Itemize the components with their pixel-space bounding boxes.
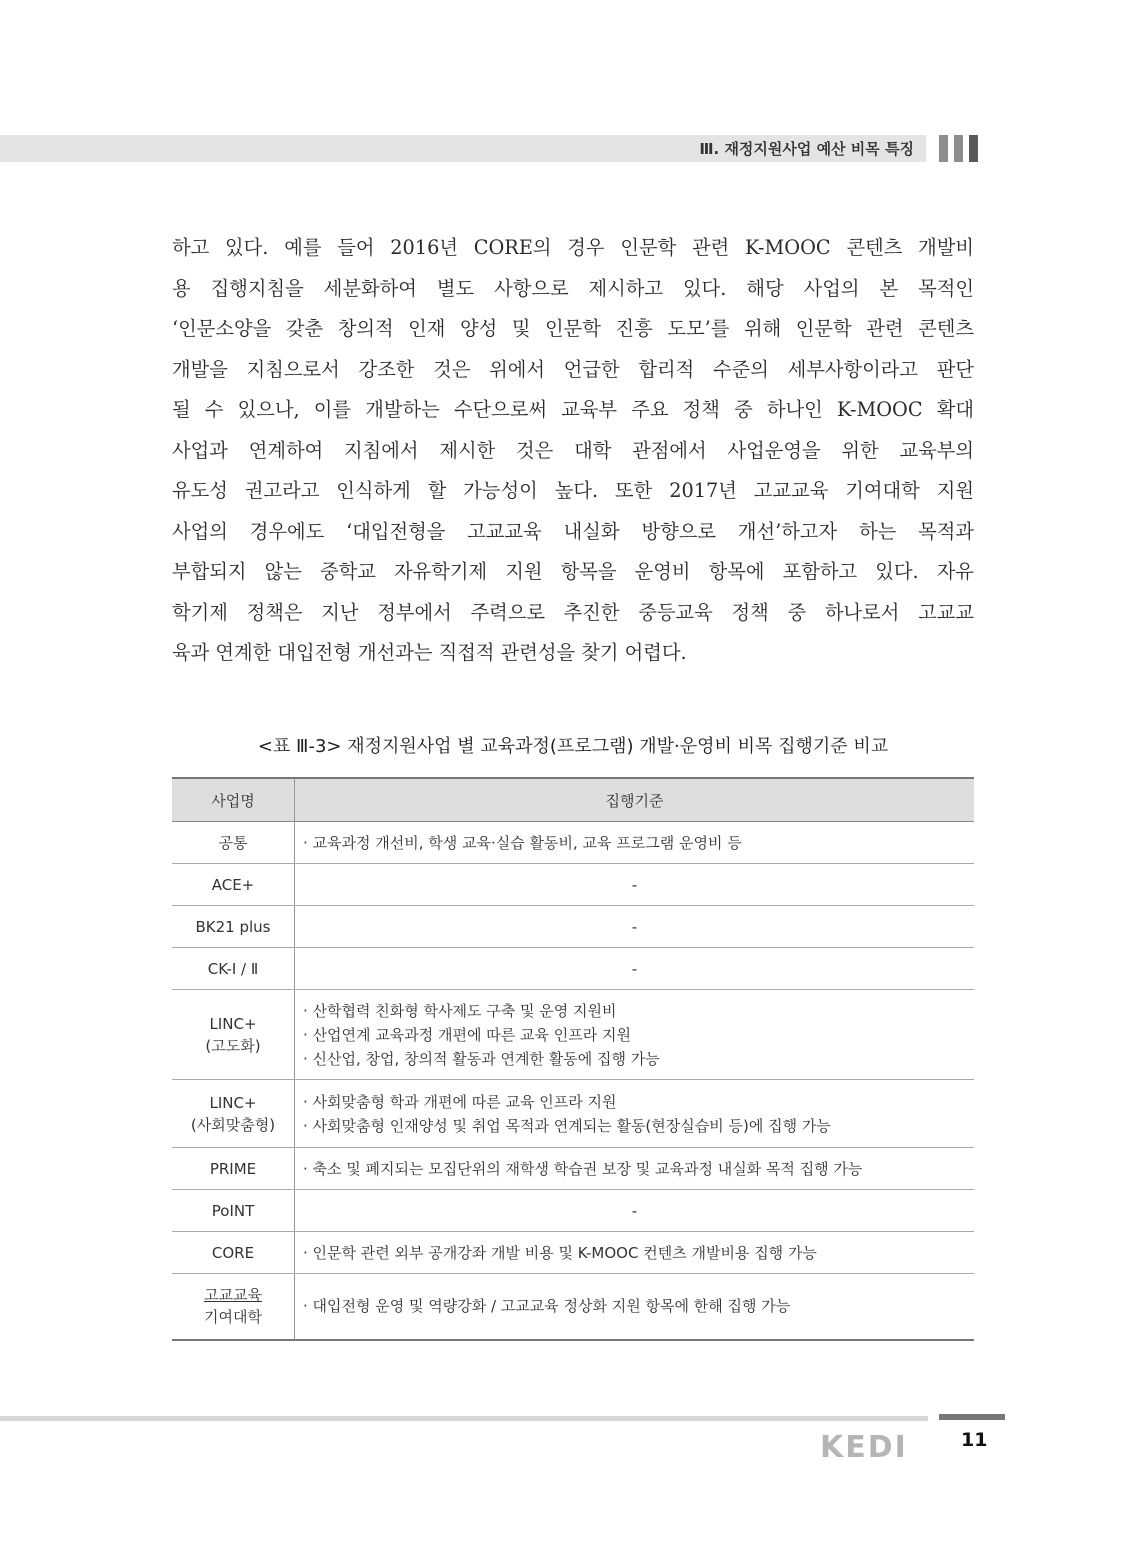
table-row (172, 864, 974, 906)
criteria-cell (295, 1232, 975, 1274)
page-number: 11 (961, 1429, 988, 1451)
header-business-name: 사업명 (172, 778, 295, 822)
business-name-line: LINC+ (209, 1093, 257, 1112)
criteria-cell (295, 990, 975, 1080)
criteria-line: - (631, 875, 638, 894)
business-name-line: PRIME (209, 1159, 257, 1178)
business-name-line: PoINT (211, 1201, 255, 1220)
table-caption: <표 Ⅲ-3> 재정지원사업 별 교육과정(프로그램) 개발·운영비 비목 집행기준 비교 (257, 736, 889, 757)
business-name-line: CK-Ⅰ / Ⅱ (207, 959, 259, 978)
budget-criteria-table (172, 777, 974, 1341)
table-row (172, 948, 974, 990)
body-line: 학기제 정책은 지난 정부에서 주력으로 추진한 중등교육 정책 중 하나로서 고교교 (172, 600, 974, 624)
table-row (172, 822, 974, 864)
footer-rule (0, 1416, 928, 1421)
body-line: 육과 연계한 대입전형 개선과는 직접적 관련성을 찾기 어렵다. (172, 641, 687, 664)
criteria-cell (295, 948, 975, 990)
header-criteria: 집행기준 (295, 778, 975, 822)
body-line: 용 집행지침을 세분화하여 별도 사항으로 제시하고 있다. 해당 사업의 본 목적인 (172, 276, 975, 300)
body-line: 하고 있다. 예를 들어 2016년 CORE의 경우 인문학 관련 K-MOOC 콘텐츠 개발비 (172, 236, 974, 259)
business-name-line: CORE (211, 1243, 255, 1262)
business-name-cell (172, 1148, 295, 1190)
table-row (172, 1148, 974, 1190)
business-name-line: 공통 (218, 833, 248, 852)
criteria-line: · 축소 및 폐지되는 모집단위의 재학생 학습권 보장 및 교육과정 내실화 목적 집행 가능 (303, 1159, 863, 1178)
criteria-line: · 사회맞춤형 학과 개편에 따른 교육 인프라 지원 (303, 1092, 617, 1111)
business-name-line: 고교교육 (204, 1286, 262, 1305)
table-row (172, 1274, 974, 1340)
body-line: 사업의 경우에도 ‘대입전형을 고교교육 내실화 방향으로 개선’하고자 하는 목적과 (172, 519, 974, 543)
body-line: 부합되지 않는 중학교 자유학기제 지원 항목을 운영비 항목에 포함하고 있다. 자유 (172, 560, 974, 583)
criteria-line: · 인문학 관련 외부 공개강좌 개발 비용 및 K-MOOC 컨텐츠 개발비용 집행 가능 (303, 1243, 817, 1262)
criteria-cell (295, 1190, 975, 1232)
table-row (172, 1232, 974, 1274)
criteria-cell (295, 822, 975, 864)
business-name-line: (고도화) (205, 1036, 261, 1055)
table-row (172, 1190, 974, 1232)
criteria-cell (295, 1274, 975, 1340)
business-name-cell (172, 990, 295, 1080)
criteria-line: · 신산업, 창업, 창의적 활동과 연계한 활동에 집행 가능 (303, 1049, 660, 1068)
business-name-line: LINC+ (209, 1014, 257, 1033)
criteria-line: · 산학협력 친화형 학사제도 구축 및 운영 지원비 (303, 1001, 617, 1020)
business-name-line: (사회맞춤형) (190, 1115, 276, 1134)
criteria-line: · 사회맞춤형 인재양성 및 취업 목적과 연계되는 활동(현장실습비 등)에 집행 가능 (303, 1116, 831, 1135)
business-name-cell (172, 1190, 295, 1232)
business-name-cell (172, 1274, 295, 1340)
body-line: 유도성 권고라고 인식하게 할 가능성이 높다. 또한 2017년 고교교육 기여대학 지원 (172, 479, 974, 502)
criteria-cell (295, 1148, 975, 1190)
criteria-cell (295, 864, 975, 906)
business-name-line: BK21 plus (195, 917, 271, 936)
business-name-cell (172, 864, 295, 906)
criteria-line: · 대입전형 운영 및 역량강화 / 고교교육 정상화 지원 항목에 한해 집행 가능 (303, 1297, 791, 1316)
criteria-line: - (631, 959, 638, 978)
criteria-line: · 교육과정 개선비, 학생 교육·실습 활동비, 교육 프로그램 운영비 등 (303, 833, 742, 852)
table-row (172, 1080, 974, 1148)
business-name-cell (172, 1080, 295, 1148)
criteria-line: - (631, 1201, 638, 1220)
criteria-cell (295, 1080, 975, 1148)
footer-accent-rule (939, 1414, 1005, 1420)
criteria-cell (295, 906, 975, 948)
business-name-line: ACE+ (211, 875, 255, 894)
table-row (172, 906, 974, 948)
body-line: 사업과 연계하여 지침에서 제시한 것은 대학 관점에서 사업운영을 위한 교육부의 (172, 438, 974, 462)
body-paragraph (172, 228, 974, 674)
business-name-cell (172, 948, 295, 990)
business-name-cell (172, 906, 295, 948)
table-row (172, 990, 974, 1080)
business-name-cell (172, 822, 295, 864)
chapter-title: Ⅲ. 재정지원사업 예산 비목 특징 (699, 140, 914, 158)
criteria-line: - (631, 917, 638, 936)
table-header-row (172, 778, 974, 822)
criteria-line: · 산업연계 교육과정 개편에 따른 교육 인프라 지원 (303, 1025, 631, 1044)
body-line: ‘인문소양을 갖춘 창의적 인재 양성 및 인문학 진흥 도모’를 위해 인문학 관련 콘텐츠 (172, 317, 974, 340)
kedi-logo: KEDI (820, 1430, 908, 1465)
body-line: 개발을 지침으로서 강조한 것은 위에서 언급한 합리적 수준의 세부사항이라고 판단 (172, 357, 974, 381)
business-name-line: 기여대학 (204, 1308, 262, 1327)
body-line: 될 수 있으나, 이를 개발하는 수단으로써 교육부 주요 정책 중 하나인 K-MOOC 확대 (172, 398, 974, 421)
business-name-cell (172, 1232, 295, 1274)
